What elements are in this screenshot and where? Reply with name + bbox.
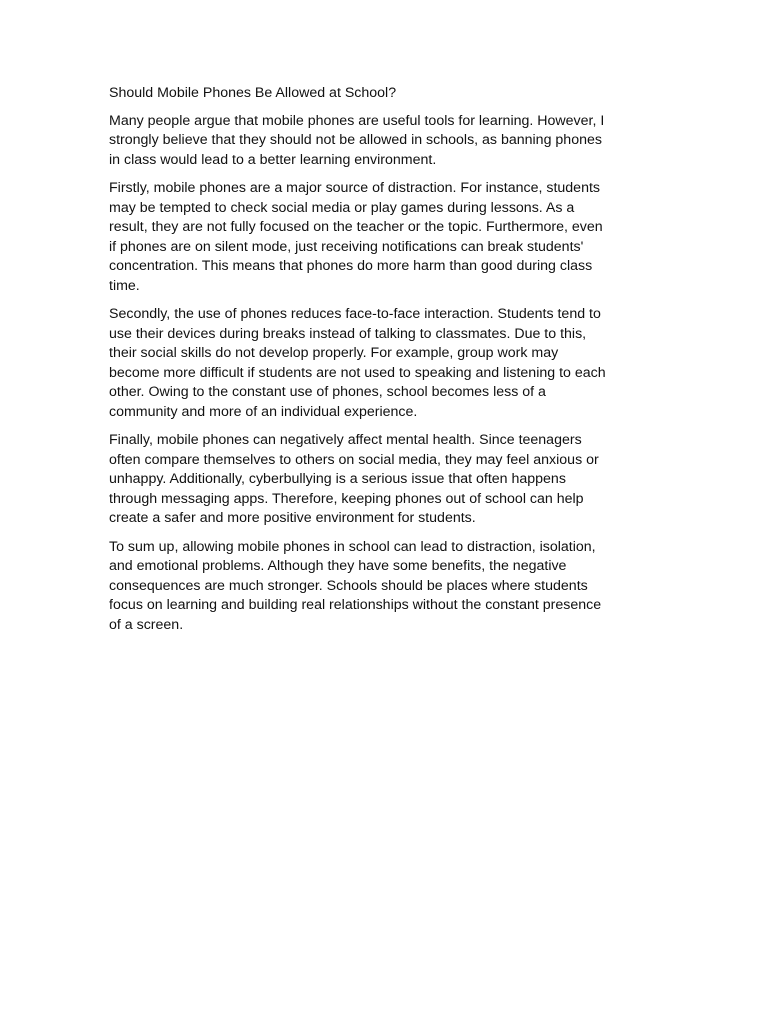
text-line: consequences are much stronger. Schools should be places where students <box>109 577 588 594</box>
text-line: and emotional problems. Although they have some benefits, the negative <box>109 558 567 574</box>
paragraph-mental-health <box>109 431 657 529</box>
text-line: concentration. This means that phones do more harm than good during class <box>109 258 593 274</box>
text-line: become more difficult if students are not used to speaking and listening to each <box>109 364 606 381</box>
paragraph-distraction <box>109 179 657 296</box>
text-line: Secondly, the use of phones reduces face-to-face interaction. Students tend to <box>109 306 601 322</box>
text-line: To sum up, allowing mobile phones in school can lead to distraction, isolation, <box>109 538 596 555</box>
text-line: in class would lead to a better learning environment. <box>109 151 437 168</box>
text-line: use their devices during breaks instead of talking to classmates. Due to this, <box>109 325 587 342</box>
text-line: other. Owing to the constant use of phones, school becomes less of a <box>109 384 546 400</box>
text-line: Many people argue that mobile phones are useful tools for learning. However, I <box>109 112 605 129</box>
text-line: community and more of an individual experience. <box>109 403 418 420</box>
paragraph-interaction <box>109 305 657 422</box>
text-line: strongly believe that they should not be allowed in schools, as banning phones <box>109 132 602 148</box>
text-line: through messaging apps. Therefore, keeping phones out of school can help <box>109 490 584 507</box>
text-line: time. <box>109 277 140 294</box>
text-line: their social skills do not develop properly. For example, group work may <box>109 345 559 361</box>
text-line: if phones are on silent mode, just receiving notifications can break students' <box>109 238 584 255</box>
document-title: Should Mobile Phones Be Allowed at School? <box>109 85 397 101</box>
text-line: result, they are not fully focused on the teacher or the topic. Furthermore, even <box>109 219 603 235</box>
paragraph-conclusion <box>109 538 657 636</box>
text-line: create a safer and more positive environment for students. <box>109 510 476 526</box>
text-line: may be tempted to check social media or play games during lessons. As a <box>109 199 575 216</box>
text-line: Finally, mobile phones can negatively affect mental health. Since teenagers <box>109 432 582 448</box>
text-line: Firstly, mobile phones are a major source of distraction. For instance, students <box>109 180 600 196</box>
document-page <box>109 84 657 644</box>
paragraph-introduction <box>109 112 657 171</box>
text-line: focus on learning and building real relationships without the constant presence <box>109 597 602 613</box>
text-line: often compare themselves to others on social media, they may feel anxious or <box>109 451 599 468</box>
text-line: of a screen. <box>109 616 184 633</box>
text-line: unhappy. Additionally, cyberbullying is a serious issue that often happens <box>109 471 566 487</box>
